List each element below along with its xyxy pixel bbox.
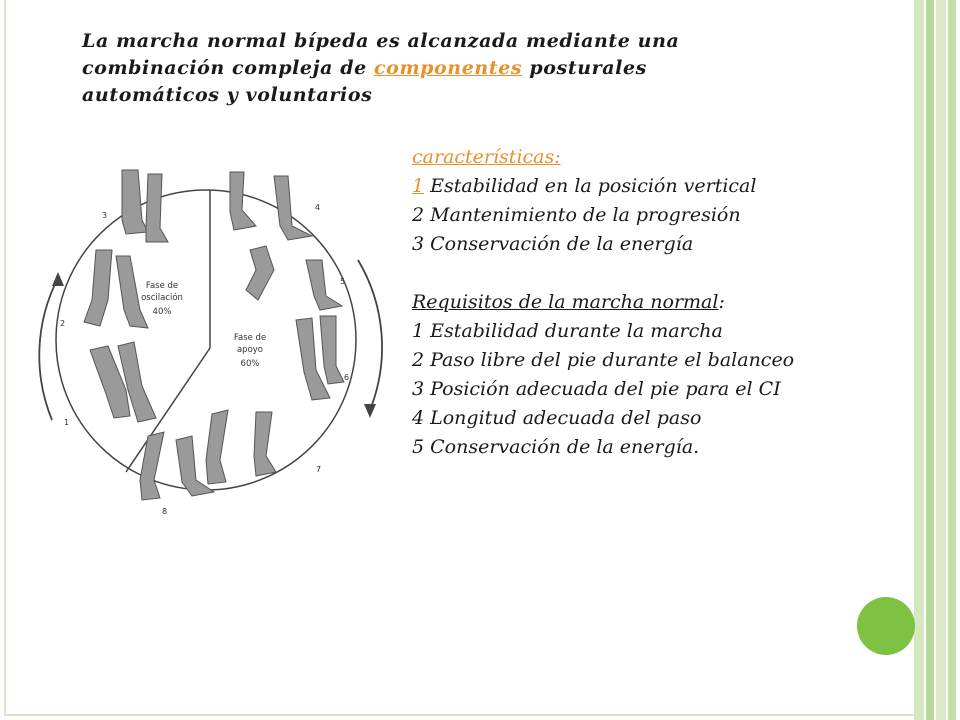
content-text bbox=[412, 143, 802, 462]
number-5: 5 bbox=[340, 277, 346, 286]
number-3: 3 bbox=[102, 211, 108, 220]
swing-label-2: oscilación bbox=[141, 293, 183, 303]
requisito-item: 4 Longitud adecuada del paso bbox=[412, 407, 702, 429]
caracteristicas-link[interactable]: características: bbox=[412, 146, 561, 168]
stance-label-2: apoyo bbox=[236, 345, 264, 355]
number-8: 8 bbox=[162, 507, 168, 516]
leg-figures bbox=[84, 170, 344, 500]
caracteristicas-item-2: 2 Mantenimiento de la progresión bbox=[412, 204, 741, 226]
stance-label-1: Fase de bbox=[233, 333, 267, 343]
arrow-left bbox=[39, 278, 58, 420]
item-1-text: Estabilidad en la posición vertical bbox=[424, 175, 757, 197]
requisito-item: 1 Estabilidad durante la marcha bbox=[412, 320, 723, 342]
arrow-left-head bbox=[52, 272, 64, 286]
caracteristicas-item-1 bbox=[412, 172, 802, 201]
requisito-item: 3 Posición adecuada del pie para el CI bbox=[412, 378, 781, 400]
caracteristicas-heading bbox=[412, 143, 802, 172]
requisitos-heading-text: Requisitos de la marcha normal bbox=[412, 291, 719, 313]
requisitos-heading-colon: : bbox=[718, 291, 725, 313]
number-7: 7 bbox=[316, 465, 322, 474]
number-2: 2 bbox=[60, 319, 66, 328]
componentes-link[interactable]: componentes bbox=[374, 57, 523, 79]
number-4: 4 bbox=[315, 203, 321, 212]
requisitos-heading bbox=[412, 288, 802, 317]
number-6: 6 bbox=[344, 373, 350, 382]
green-circle-decoration bbox=[857, 597, 915, 655]
arrow-right bbox=[358, 260, 382, 410]
item-1-link[interactable]: 1 bbox=[412, 175, 425, 197]
swing-label-1: Fase de bbox=[145, 281, 179, 291]
requisito-item: 5 Conservación de la energía. bbox=[412, 436, 700, 458]
gait-cycle-diagram bbox=[30, 150, 390, 530]
slide-title bbox=[82, 28, 762, 109]
number-1: 1 bbox=[64, 418, 70, 427]
arrow-right-head bbox=[364, 404, 376, 418]
requisito-item: 2 Paso libre del pie durante el balanceo bbox=[412, 349, 795, 371]
title-text-2: posturales automáticos y voluntarios bbox=[82, 57, 647, 106]
stance-percent: 60% bbox=[240, 359, 260, 369]
caracteristicas-item-3: 3 Conservación de la energía bbox=[412, 233, 694, 255]
title-text-1: La marcha normal bípeda es alcanzada mediante una combinación compleja de bbox=[82, 30, 680, 79]
swing-percent: 40% bbox=[152, 307, 172, 317]
